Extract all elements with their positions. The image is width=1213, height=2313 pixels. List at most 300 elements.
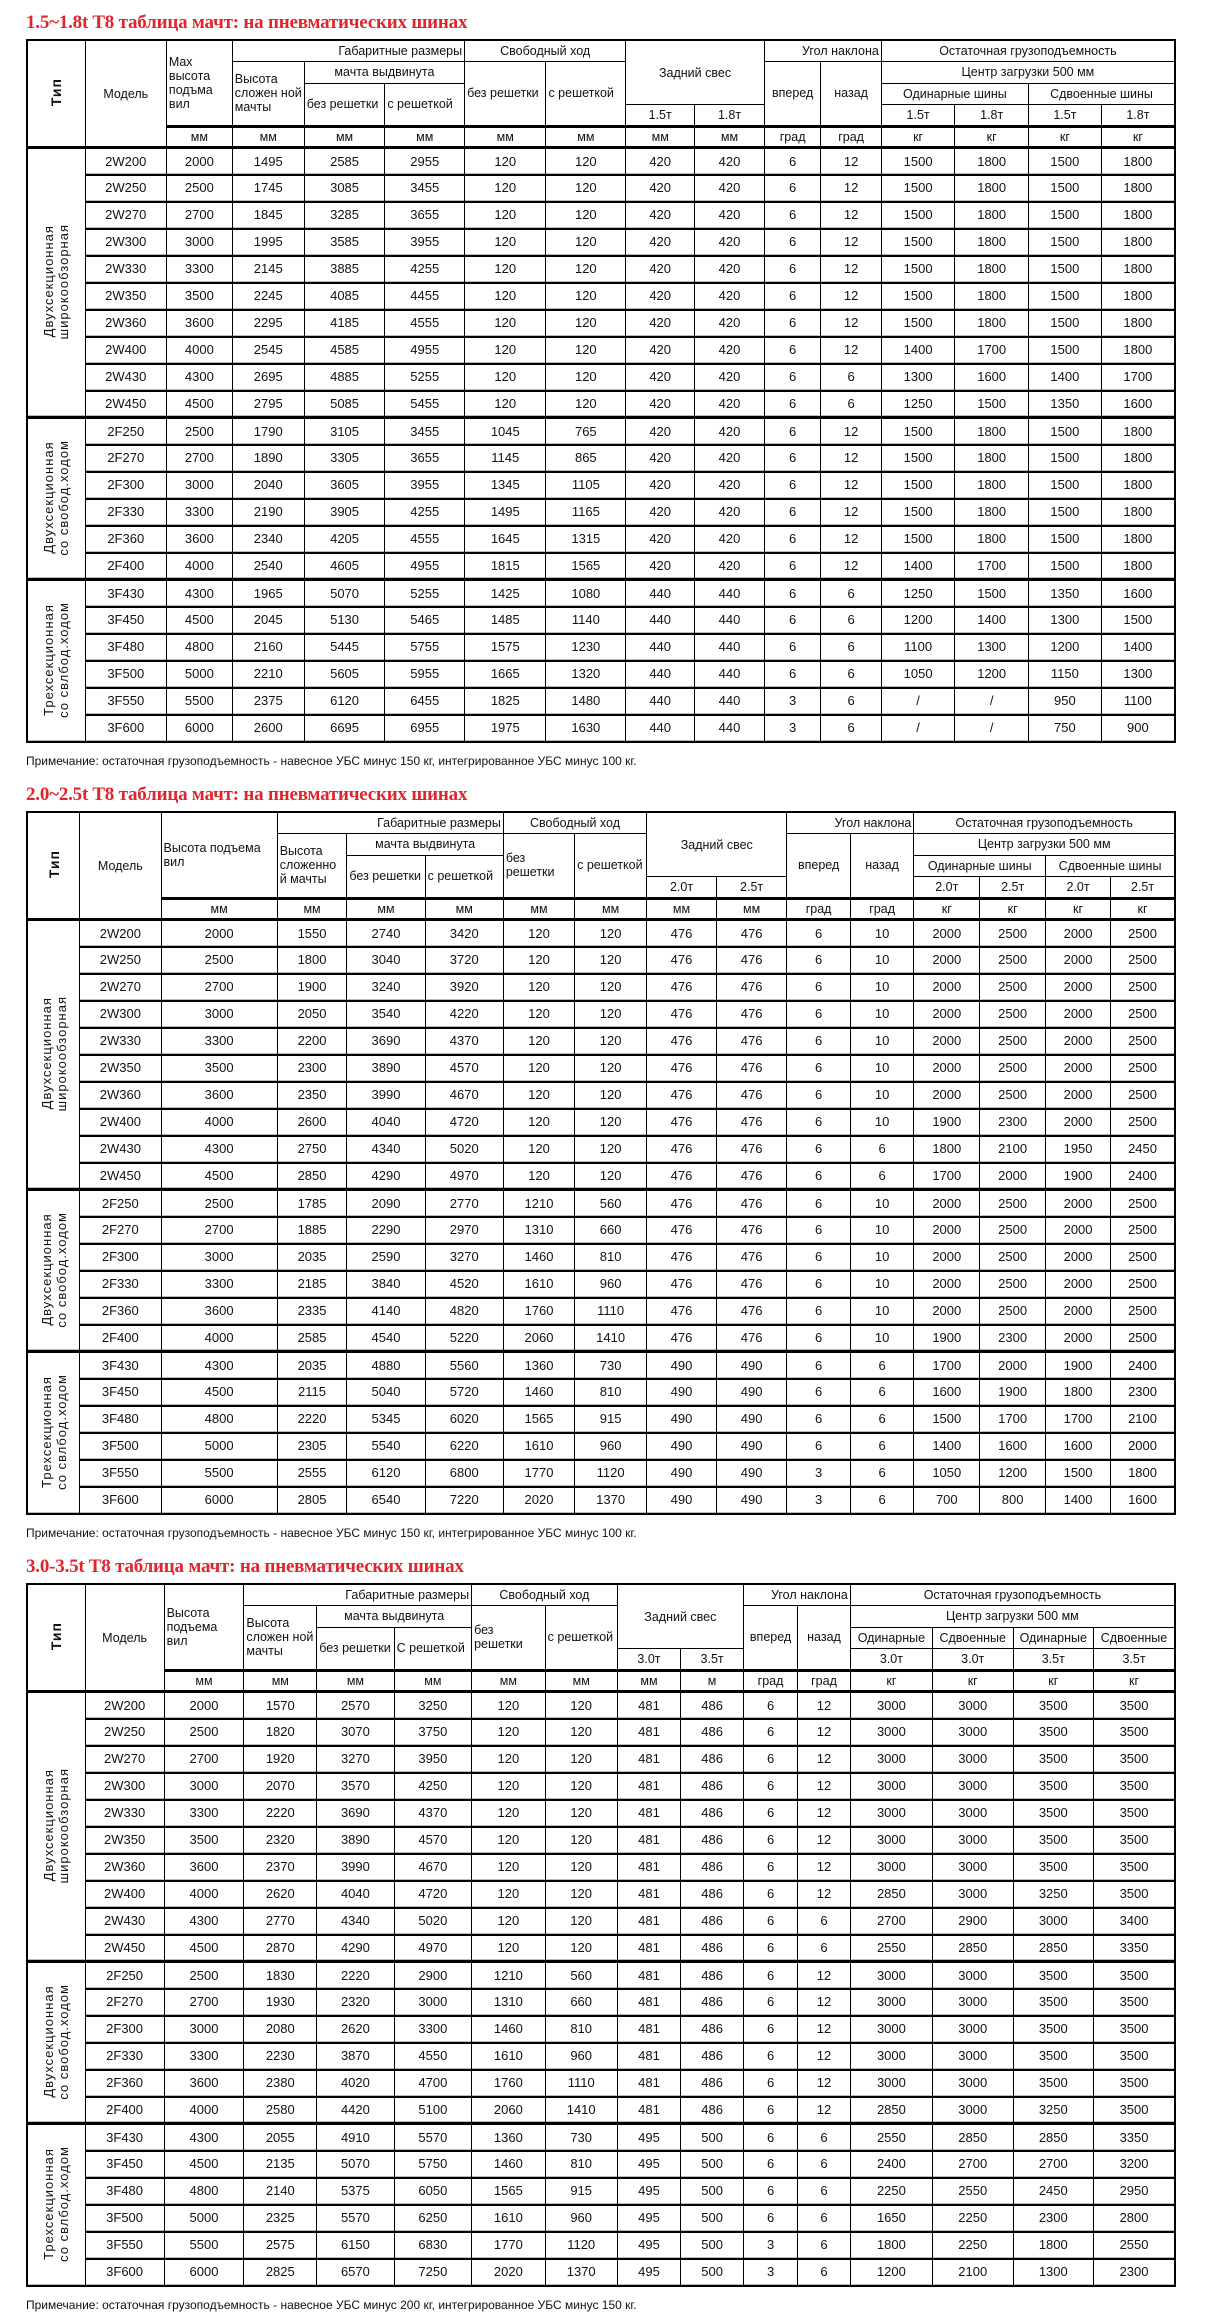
value-cell: 2805 — [277, 1487, 347, 1514]
value-cell: 6 — [764, 634, 821, 661]
value-cell: 6830 — [394, 2232, 471, 2259]
value-cell: 2190 — [232, 499, 304, 526]
value-cell: 4800 — [166, 634, 232, 661]
table-title: 1.5~1.8t T8 таблица мачт: на пневматических шинах — [26, 12, 468, 33]
value-cell: 12 — [821, 148, 881, 175]
header-unit: м — [681, 1670, 744, 1692]
value-cell: 1050 — [914, 1460, 980, 1487]
value-cell: 2700 — [1013, 2151, 1094, 2178]
value-cell: 5720 — [425, 1379, 503, 1406]
value-cell: 12 — [821, 256, 881, 283]
value-cell: 750 — [1028, 715, 1101, 742]
table-title: 3.0-3.5t T8 таблица мачт: на пневматических шинах — [26, 1555, 464, 1577]
value-cell: 6120 — [304, 688, 385, 715]
value-cell: 1210 — [472, 1962, 546, 1989]
value-cell: 1885 — [277, 1217, 347, 1244]
value-cell: 4550 — [394, 2043, 471, 2070]
value-cell: 476 — [647, 974, 717, 1001]
value-cell: 2850 — [1013, 1935, 1094, 1962]
value-cell: 481 — [617, 2097, 681, 2124]
model-cell: 3F450 — [85, 607, 166, 634]
value-cell: 486 — [681, 1854, 744, 1881]
value-cell: 10 — [850, 1271, 914, 1298]
value-cell: 3885 — [304, 256, 385, 283]
value-cell: 6800 — [425, 1460, 503, 1487]
value-cell: 12 — [821, 445, 881, 472]
value-cell: 3500 — [1013, 1692, 1094, 1719]
value-cell: 1425 — [465, 580, 546, 607]
table-row — [27, 364, 1175, 391]
value-cell: 3420 — [425, 920, 503, 947]
value-cell: 3000 — [166, 229, 232, 256]
value-cell: 1400 — [1028, 364, 1101, 391]
header-extended-no-guard: без решетки — [317, 1627, 394, 1670]
value-cell: 3500 — [1013, 1854, 1094, 1881]
mast-type-group — [27, 418, 85, 580]
value-cell: 2585 — [304, 148, 385, 175]
header-unit: кг — [955, 126, 1029, 148]
value-cell: 420 — [695, 526, 765, 553]
header-tyre-type: Сдвоенные шины — [1046, 855, 1175, 877]
value-cell: 1950 — [1046, 1136, 1111, 1163]
value-cell: 1600 — [914, 1379, 980, 1406]
value-cell: 3500 — [164, 1827, 244, 1854]
value-cell: 2000 — [1046, 1001, 1111, 1028]
mast-type-label-line: Двухсекционная — [41, 1769, 57, 1882]
value-cell: 4290 — [347, 1163, 425, 1190]
value-cell: 4000 — [161, 1325, 277, 1352]
value-cell: 486 — [681, 1800, 744, 1827]
value-cell: 765 — [546, 418, 626, 445]
model-cell: 2W360 — [85, 1854, 164, 1881]
mast-table-section-1 — [26, 11, 1176, 769]
value-cell: 2700 — [850, 1908, 932, 1935]
value-cell: 5020 — [394, 1908, 471, 1935]
value-cell: 120 — [503, 1163, 574, 1190]
table-row — [27, 472, 1175, 499]
model-cell: 2W350 — [85, 1827, 164, 1854]
value-cell: 2210 — [232, 661, 304, 688]
header-unit: град — [850, 898, 914, 920]
value-cell: 2000 — [914, 947, 980, 974]
value-cell: 2300 — [1111, 1379, 1175, 1406]
value-cell: 3000 — [850, 1692, 932, 1719]
value-cell: 810 — [575, 1244, 647, 1271]
value-cell: 6 — [764, 202, 821, 229]
value-cell: 6955 — [385, 715, 465, 742]
value-cell: 1650 — [850, 2205, 932, 2232]
value-cell: 420 — [695, 445, 765, 472]
value-cell: 2000 — [914, 920, 980, 947]
value-cell: 2500 — [1111, 1082, 1175, 1109]
value-cell: 2750 — [277, 1136, 347, 1163]
value-cell: 6 — [787, 1082, 851, 1109]
value-cell: 3000 — [932, 1962, 1013, 1989]
header-free-lift-no-guard: без решетки — [472, 1606, 546, 1671]
header-unit: кг — [1046, 898, 1111, 920]
value-cell: 4955 — [385, 337, 465, 364]
value-cell: 6 — [821, 715, 881, 742]
value-cell: 1500 — [881, 148, 955, 175]
model-cell: 2F250 — [80, 1190, 161, 1217]
value-cell: 120 — [472, 1881, 546, 1908]
value-cell: 12 — [821, 175, 881, 202]
value-cell: 2695 — [232, 364, 304, 391]
value-cell: 1400 — [881, 337, 955, 364]
value-cell: 2570 — [317, 1692, 394, 1719]
value-cell: 486 — [681, 1935, 744, 1962]
value-cell: 3285 — [304, 202, 385, 229]
value-cell: 6 — [764, 310, 821, 337]
value-cell: 3905 — [304, 499, 385, 526]
header-load-capacity: 2.0т — [914, 877, 980, 899]
value-cell: 3955 — [385, 229, 465, 256]
header-extended-with-guard: С решеткой — [394, 1627, 471, 1670]
value-cell: 440 — [695, 634, 765, 661]
header-extended-no-guard: без решетки — [304, 83, 385, 126]
value-cell: 476 — [647, 1271, 717, 1298]
value-cell: 495 — [617, 2178, 681, 2205]
value-cell: 4910 — [317, 2124, 394, 2151]
model-cell: 2F270 — [85, 445, 166, 472]
table-row — [27, 553, 1175, 580]
value-cell: 120 — [472, 1746, 546, 1773]
table-row — [27, 391, 1175, 418]
value-cell: 3040 — [347, 947, 425, 974]
value-cell: 2000 — [1046, 1190, 1111, 1217]
value-cell: 3500 — [1094, 2016, 1175, 2043]
value-cell: 3955 — [385, 472, 465, 499]
value-cell: 1600 — [1046, 1433, 1111, 1460]
value-cell: 2870 — [244, 1935, 317, 1962]
model-cell: 2W300 — [85, 229, 166, 256]
value-cell: 3500 — [1094, 1719, 1175, 1746]
value-cell: 5570 — [317, 2205, 394, 2232]
value-cell: 1785 — [277, 1190, 347, 1217]
value-cell: 3600 — [164, 1854, 244, 1881]
value-cell: 915 — [545, 2178, 617, 2205]
header-unit: мм — [277, 898, 347, 920]
header-overhang-capacity: 2.0т — [647, 877, 717, 899]
value-cell: 500 — [681, 2205, 744, 2232]
value-cell: 3000 — [850, 1989, 932, 2016]
value-cell: 2500 — [1111, 947, 1175, 974]
value-cell: 12 — [798, 1773, 851, 1800]
header-type — [27, 812, 80, 920]
value-cell: 3000 — [932, 1692, 1013, 1719]
value-cell: 4300 — [161, 1352, 277, 1379]
value-cell: 1610 — [472, 2205, 546, 2232]
value-cell: 2350 — [277, 1082, 347, 1109]
value-cell: 3500 — [1094, 1854, 1175, 1881]
value-cell: 12 — [798, 1827, 851, 1854]
value-cell: 2700 — [164, 1989, 244, 2016]
model-cell: 2W350 — [80, 1055, 161, 1082]
model-cell: 2W430 — [80, 1136, 161, 1163]
value-cell: 1500 — [1028, 472, 1101, 499]
value-cell: 120 — [545, 1800, 617, 1827]
header-unit: мм — [425, 898, 503, 920]
value-cell: 420 — [626, 310, 695, 337]
header-load-capacity: 2.0т — [1046, 877, 1111, 899]
mast-type-label — [41, 1768, 71, 1883]
value-cell: 4570 — [425, 1055, 503, 1082]
value-cell: 1250 — [881, 391, 955, 418]
value-cell: 6 — [787, 1109, 851, 1136]
value-cell: 3300 — [161, 1271, 277, 1298]
value-cell: 2000 — [1046, 1055, 1111, 1082]
value-cell: 5220 — [425, 1325, 503, 1352]
value-cell: 1500 — [1028, 202, 1101, 229]
mast-type-label-line: со свлбод.ходом — [56, 2145, 72, 2262]
value-cell: 120 — [503, 1055, 574, 1082]
value-cell: 2500 — [980, 1244, 1046, 1271]
mast-type-label — [41, 224, 71, 339]
value-cell: 490 — [716, 1487, 786, 1514]
value-cell: 1800 — [955, 148, 1029, 175]
value-cell: 2135 — [244, 2151, 317, 2178]
value-cell: 1500 — [881, 202, 955, 229]
model-cell: 2F300 — [80, 1244, 161, 1271]
value-cell: 2500 — [980, 974, 1046, 1001]
value-cell: 1565 — [546, 553, 626, 580]
value-cell: 1045 — [465, 418, 546, 445]
value-cell: 2500 — [164, 1719, 244, 1746]
value-cell: 1145 — [465, 445, 546, 472]
value-cell: 486 — [681, 1719, 744, 1746]
value-cell: 476 — [647, 1109, 717, 1136]
value-cell: 1800 — [955, 418, 1029, 445]
value-cell: 6 — [764, 607, 821, 634]
value-cell: 10 — [850, 1244, 914, 1271]
table-row — [27, 2151, 1175, 2178]
value-cell: 6 — [787, 1325, 851, 1352]
table-row — [27, 947, 1175, 974]
value-cell: 2500 — [1111, 1109, 1175, 1136]
mast-spec-table — [26, 39, 1176, 743]
table-row — [27, 445, 1175, 472]
value-cell: 2950 — [1094, 2178, 1175, 2205]
value-cell: 4455 — [385, 283, 465, 310]
value-cell: 1500 — [881, 418, 955, 445]
value-cell: 3000 — [161, 1001, 277, 1028]
model-cell: 2F270 — [85, 1989, 164, 2016]
value-cell: 3 — [743, 2232, 797, 2259]
value-cell: 2300 — [1094, 2259, 1175, 2286]
value-cell: 2300 — [1013, 2205, 1094, 2232]
value-cell: 3300 — [166, 256, 232, 283]
value-cell: 6 — [798, 2178, 851, 2205]
value-cell: 1345 — [465, 472, 546, 499]
value-cell: 120 — [546, 202, 626, 229]
table-row — [27, 175, 1175, 202]
value-cell: 2900 — [394, 1962, 471, 1989]
value-cell: 10 — [850, 1109, 914, 1136]
value-cell: 4970 — [394, 1935, 471, 1962]
value-cell: 4300 — [166, 364, 232, 391]
value-cell: 1565 — [503, 1406, 574, 1433]
value-cell: 420 — [626, 364, 695, 391]
table-row — [27, 1854, 1175, 1881]
value-cell: 3000 — [932, 1989, 1013, 2016]
value-cell: 2800 — [1094, 2205, 1175, 2232]
table-row — [27, 1935, 1175, 1962]
value-cell: 120 — [546, 391, 626, 418]
value-cell: 486 — [681, 1989, 744, 2016]
value-cell: 3570 — [317, 1773, 394, 1800]
value-cell: 1700 — [955, 337, 1029, 364]
value-cell: 476 — [716, 1190, 786, 1217]
value-cell: 12 — [821, 283, 881, 310]
value-cell: 476 — [647, 1082, 717, 1109]
value-cell: 5570 — [394, 2124, 471, 2151]
header-unit: мм — [394, 1670, 471, 1692]
value-cell: 730 — [545, 2124, 617, 2151]
value-cell: 6 — [787, 1190, 851, 1217]
value-cell: 440 — [626, 688, 695, 715]
value-cell: 1500 — [1028, 499, 1101, 526]
value-cell: 1200 — [850, 2259, 932, 2286]
value-cell: 700 — [914, 1487, 980, 1514]
header-overall-dimensions: Габаритные размеры — [232, 40, 464, 62]
value-cell: 2100 — [1111, 1406, 1175, 1433]
value-cell: 1500 — [1028, 256, 1101, 283]
value-cell: 2000 — [1046, 920, 1111, 947]
value-cell: 2450 — [1111, 1136, 1175, 1163]
value-cell: 2550 — [932, 2178, 1013, 2205]
value-cell: 481 — [617, 1935, 681, 1962]
value-cell: 1500 — [881, 229, 955, 256]
value-cell: 1350 — [1028, 391, 1101, 418]
value-cell: 12 — [798, 2016, 851, 2043]
value-cell: 4540 — [347, 1325, 425, 1352]
value-cell: 6 — [798, 1908, 851, 1935]
value-cell: 2970 — [425, 1217, 503, 1244]
value-cell: 1100 — [881, 634, 955, 661]
value-cell: 1800 — [1046, 1379, 1111, 1406]
header-overhang-capacity: 1.5т — [626, 105, 695, 127]
value-cell: 3000 — [850, 1962, 932, 1989]
table-row — [27, 1163, 1175, 1190]
value-cell: 1800 — [955, 445, 1029, 472]
value-cell: 6 — [787, 1055, 851, 1082]
value-cell: 1300 — [1101, 661, 1175, 688]
header-lift-height: Высота подъема вил — [164, 1584, 244, 1670]
table-row — [27, 1433, 1175, 1460]
value-cell: 420 — [695, 175, 765, 202]
value-cell: 1320 — [546, 661, 626, 688]
model-cell: 2W270 — [85, 1746, 164, 1773]
value-cell: 440 — [695, 661, 765, 688]
value-cell: 3300 — [166, 499, 232, 526]
header-load-capacity: 1.5т — [881, 105, 955, 127]
value-cell: 3500 — [1094, 1989, 1175, 2016]
value-cell: 495 — [617, 2151, 681, 2178]
header-residual-capacity: Остаточная грузоподъемность — [914, 812, 1175, 834]
value-cell: 1495 — [232, 148, 304, 175]
model-cell: 2W430 — [85, 364, 166, 391]
value-cell: 1800 — [1101, 229, 1175, 256]
value-cell: 6020 — [425, 1406, 503, 1433]
value-cell: 420 — [695, 364, 765, 391]
value-cell: 120 — [546, 283, 626, 310]
model-cell: 2W300 — [80, 1001, 161, 1028]
value-cell: 486 — [681, 1746, 744, 1773]
value-cell: 2770 — [425, 1190, 503, 1217]
value-cell: 476 — [716, 1217, 786, 1244]
model-cell: 2W360 — [85, 310, 166, 337]
header-mast-extended: мачта выдвинута — [347, 834, 503, 856]
value-cell: 5755 — [385, 634, 465, 661]
header-tilt-angle: Угол наклона — [764, 40, 881, 62]
value-cell: 865 — [546, 445, 626, 472]
model-cell: 2F400 — [85, 2097, 164, 2124]
header-load-center: Центр загрузки 500 мм — [914, 834, 1175, 856]
value-cell: 1800 — [1101, 175, 1175, 202]
value-cell: 1165 — [546, 499, 626, 526]
value-cell: 4085 — [304, 283, 385, 310]
table-row — [27, 1001, 1175, 1028]
value-cell: 1800 — [1101, 256, 1175, 283]
value-cell: 6000 — [164, 2259, 244, 2286]
model-cell: 2W330 — [80, 1028, 161, 1055]
value-cell: 1800 — [1101, 553, 1175, 580]
header-unit: град — [798, 1670, 851, 1692]
header-unit: кг — [1013, 1670, 1094, 1692]
value-cell: 120 — [503, 947, 574, 974]
model-cell: 3F430 — [85, 2124, 164, 2151]
value-cell: 6 — [743, 1854, 797, 1881]
value-cell: 2955 — [385, 148, 465, 175]
mast-type-label-line: со свобод.ходом — [56, 1983, 72, 2100]
value-cell: 4255 — [385, 256, 465, 283]
table-row — [27, 2043, 1175, 2070]
value-cell: 4500 — [161, 1379, 277, 1406]
value-cell: 120 — [545, 1746, 617, 1773]
table-row — [27, 1800, 1175, 1827]
table-row — [27, 202, 1175, 229]
model-cell: 2W350 — [85, 283, 166, 310]
header-tyre-type: Одинарные шины — [881, 83, 1028, 105]
header-load-center: Центр загрузки 500 мм — [881, 62, 1175, 84]
value-cell: 5100 — [394, 2097, 471, 2124]
value-cell: 3000 — [161, 1244, 277, 1271]
value-cell: 476 — [647, 1217, 717, 1244]
value-cell: 476 — [716, 1028, 786, 1055]
value-cell: 2500 — [980, 920, 1046, 947]
value-cell: 6 — [743, 1881, 797, 1908]
mast-type-label — [39, 996, 69, 1111]
value-cell: 3000 — [166, 472, 232, 499]
value-cell: 1845 — [232, 202, 304, 229]
value-cell: 1600 — [955, 364, 1029, 391]
value-cell: 120 — [546, 229, 626, 256]
value-cell: 476 — [716, 1271, 786, 1298]
header-free-lift: Свободный ход — [503, 812, 646, 834]
header-unit: мм — [317, 1670, 394, 1692]
value-cell: 4800 — [164, 2178, 244, 2205]
value-cell: 12 — [821, 418, 881, 445]
value-cell: 3500 — [1094, 1773, 1175, 1800]
value-cell: 420 — [626, 148, 695, 175]
value-cell: 1460 — [472, 2016, 546, 2043]
value-cell: 420 — [626, 472, 695, 499]
model-cell: 3F450 — [80, 1379, 161, 1406]
value-cell: 3300 — [394, 2016, 471, 2043]
value-cell: 6 — [850, 1433, 914, 1460]
value-cell: 120 — [465, 148, 546, 175]
value-cell: 4970 — [425, 1163, 503, 1190]
